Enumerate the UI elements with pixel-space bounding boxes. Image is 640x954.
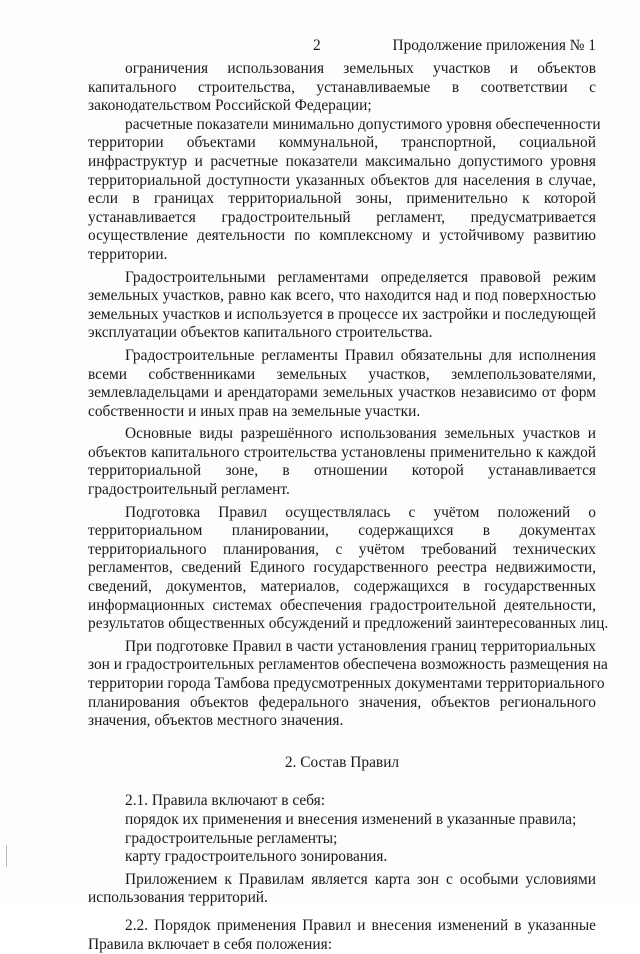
text-line: градостроительный регламент. [88, 481, 290, 499]
text-line: планирования объектов федерального значения, объектов регионального [88, 693, 596, 711]
text-line: результатов общественных обсуждений и предложений заинтересованных лиц. [88, 615, 609, 633]
list-item: градостроительные регламенты; [125, 829, 338, 847]
text-line: территориального планирования, с учётом требований технических [88, 540, 596, 558]
section-intro: 2.1. Правила включают в себя: [125, 792, 325, 810]
text-line: Правила включает в себя положения: [88, 935, 332, 953]
text-line: объектов капитального строительства установлены применительно к каждой [88, 443, 596, 461]
paragraph-calculated-indicators [88, 115, 601, 265]
text-line: расчетные показатели минимально допустимого уровня обеспеченности [125, 115, 601, 133]
text-line: землевладельцами и арендаторами земельных участков независимо от форм [88, 384, 596, 402]
text-line: собственности и иных прав на земельные участки. [88, 402, 421, 420]
text-line: устанавливается градостроительный регламент, предусматривается [88, 208, 596, 226]
text-line: Подготовка Правил осуществлялась с учётом положений о [125, 503, 596, 521]
text-line: территориальной доступности указанных объектов для населения в случае, [88, 171, 596, 189]
text-line: сведений, документов, материалов, содержащихся в государственных [88, 578, 596, 596]
text-line: регламентов, сведений Единого государственного реестра недвижимости, [88, 559, 596, 577]
scan-edge-mark [6, 845, 7, 867]
paragraph-permitted-uses [88, 425, 596, 499]
paragraph-preparation [88, 503, 609, 634]
text-line: инфраструктур и расчетные показатели максимально допустимого уровня [88, 152, 596, 170]
text-line: территории города Тамбова предусмотренных документами территориального [88, 675, 605, 692]
text-line: Градостроительными регламентами определяется правовой режим [125, 268, 596, 286]
page-number: 2 [313, 37, 321, 54]
paragraph-appendix-note [88, 871, 596, 908]
text-line: Приложением к Правилам является карта зон с особыми условиями [125, 870, 596, 888]
text-line: информационных системах обеспечения градостроительной деятельности, [88, 596, 596, 614]
text-line: земельных участков, равно как всего, что находится над и под поверхностью [88, 287, 596, 305]
text-line: если в границах территориальной зоны, применительно к которой [88, 190, 596, 208]
text-line: территориальном планировании, содержащихся в документах [88, 522, 596, 540]
list-item: карту градостроительного зонирования. [125, 848, 388, 866]
text-line: значения, объектов местного значения. [88, 712, 344, 730]
continuation-label: Продолжение приложения № 1 [392, 37, 596, 54]
paragraph-clause-2-2 [88, 917, 596, 954]
text-line: Основные виды разрешённого использования земельных участков и [125, 425, 596, 443]
document-body [88, 60, 609, 954]
page-header [88, 37, 596, 57]
list-item: порядок их применения и внесения изменений в указанные правила; [125, 810, 577, 828]
text-line: использования территорий. [88, 889, 268, 907]
text-line: Градостроительные регламенты Правил обязательны для исполнения [125, 346, 596, 364]
text-line: эксплуатации объектов капитального строительства. [88, 324, 433, 342]
text-line: всеми собственниками земельных участков, землепользователями, [88, 365, 596, 383]
paragraph-legal-regime [88, 269, 596, 343]
text-line: осуществление деятельности по комплексному и устойчивому развитию [88, 227, 596, 245]
text-line: капитального строительства, устанавливаемые в соответствии с [88, 78, 596, 96]
text-line: зон и градостроительных регламентов обеспечена возможность размещения на [88, 656, 608, 674]
paragraph-restrictions [88, 60, 596, 116]
text-line: территории. [88, 245, 168, 263]
text-line: земельных участков и используется в процессе их застройки и последующей [88, 305, 596, 323]
text-line: При подготовке Правил в части установления границ территориальных [125, 637, 596, 655]
paragraph-mandatory-regulations [88, 347, 596, 421]
text-line: законодательством Российской Федерации; [88, 97, 372, 115]
text-line: территориальной зоне, в отношении которой устанавливается [88, 462, 596, 480]
text-line: 2.2. Порядок применения Правил и внесения изменений в указанные [125, 916, 596, 934]
text-line: ограничения использования земельных участков и объектов [125, 60, 596, 77]
paragraph-zone-boundaries [88, 637, 608, 731]
text-line: территории объектами коммунальной, транспортной, социальной [88, 134, 596, 152]
section-title: 2. Состав Правил [284, 753, 400, 771]
